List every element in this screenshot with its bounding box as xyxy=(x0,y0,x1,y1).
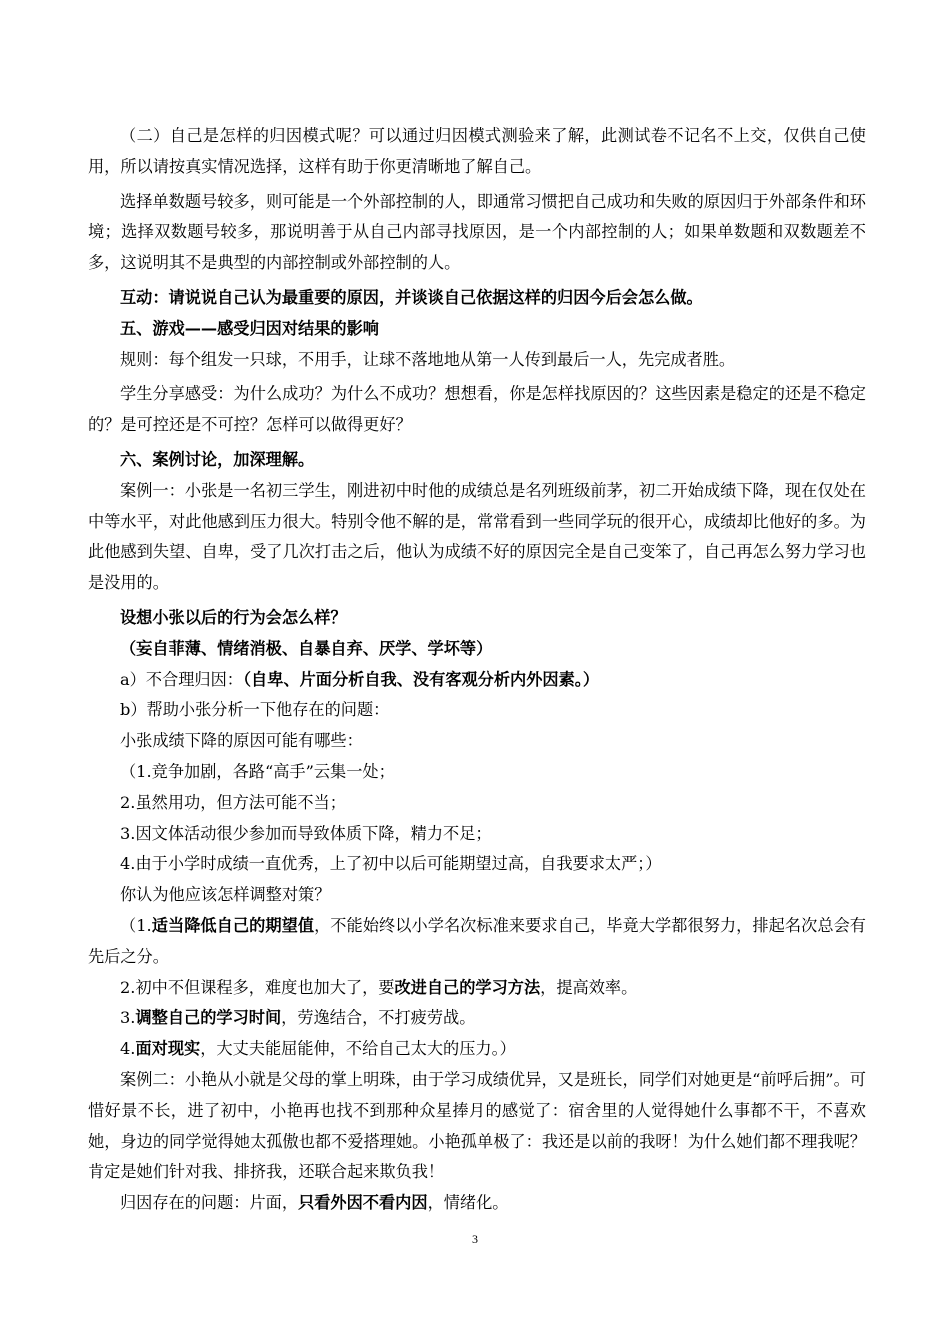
strategy-1-key: 适当降低自己的期望值 xyxy=(151,915,315,935)
paragraph-sharing: 学生分享感受：为什么成功？为什么不成功？想想看，你是怎样找原因的？这些因素是稳定的还是不稳定的？是可控还是不可控？怎样可以做得更好？ xyxy=(88,384,866,435)
strategy-2-rest: ，提高效率。 xyxy=(540,977,638,997)
question-reasons: 小张成绩下降的原因可能有哪些： xyxy=(120,731,363,751)
paragraph-interaction: 互动：请说说自己认为最重要的原因，并谈谈自己依据这样的归因今后会怎么做。 xyxy=(120,287,703,307)
strategy-3-rest: ，劳逸结合，不打疲劳战。 xyxy=(281,1008,476,1028)
strategy-2-key: 改进自己的学习方法 xyxy=(394,977,541,997)
reason-3: 3.因文体活动很少参加而导致体质下降，精力不足； xyxy=(120,823,492,843)
strategy-4-key: 面对现实 xyxy=(135,1039,201,1059)
reason-4: 4.由于小学时成绩一直优秀，上了初中以后可能期望过高，自我要求太严；） xyxy=(120,854,662,874)
strategy-2-prefix: 2.初中不但课程多，难度也加大了，要 xyxy=(120,977,395,997)
question-strategy: 你认为他应该怎样调整对策？ xyxy=(120,885,331,905)
item-b-analysis: b）帮助小张分析一下他存在的问题： xyxy=(120,700,390,720)
problem-rest: ，情绪化。 xyxy=(427,1193,509,1213)
strategy-4-prefix: 4. xyxy=(120,1039,136,1059)
strategy-1-rest: ，不能始终以小学名次标准来要求自己，毕竟大学都很努力，排起名次总会有先后之分。 xyxy=(88,915,866,966)
strategy-1-prefix: （1. xyxy=(120,915,152,935)
reason-2: 2.虽然用功，但方法可能不当； xyxy=(120,792,346,812)
paragraph-case-one: 案例一：小张是一名初三学生，刚进初中时他的成绩总是名列班级前茅，初二开始成绩下降，现在仅处在中等水平，对此他感到压力很大。特别令他不解的是，常常看到一些同学玩的很开心，成绩却比他好的多。为此他感到失望、自卑，受了几次打击之后，他认为成绩不好的原因完全是自己变笨了，自己再怎么努力学习也是没用的。 xyxy=(88,480,866,593)
paragraph-attribution-test: （二）自己是怎样的归因模式呢？可以通过归因模式测验来了解，此测试卷不记名不上交，仅供自己使用，所以请按真实情况选择，这样有助于你更清晰地了解自己。 xyxy=(88,126,866,176)
strategy-4-rest: ，大丈夫能屈能伸，不给自己太大的压力。） xyxy=(200,1039,516,1059)
strategy-3-prefix: 3. xyxy=(120,1008,136,1028)
page-number: 3 xyxy=(472,1232,478,1246)
paragraph-test-result: 选择单数题号较多，则可能是一个外部控制的人，即通常习惯把自己成功和失败的原因归于外部条件和环境；选择双数题号较多，那说明善于从自己内部寻找原因，是一个内部控制的人；如果单数题和双数题差不多，这说明其不是典型的内部控制或外部控制的人。 xyxy=(88,191,866,273)
problem-prefix: 归因存在的问题：片面， xyxy=(120,1193,299,1213)
paragraph-attribution-problem xyxy=(88,1188,866,1219)
section-heading-game: 五、游戏——感受归因对结果的影响 xyxy=(120,318,379,338)
problem-key: 只看外因不看内因 xyxy=(298,1193,428,1213)
strategy-1 xyxy=(88,911,866,973)
paragraph-game-rules: 规则：每个组发一只球，不用手，让球不落地地从第一人传到最后一人，先完成者胜。 xyxy=(120,349,736,369)
item-a-answer: （自卑、片面分析自我、没有客观分析内外因素。） xyxy=(242,669,600,689)
section-heading-case-discussion: 六、案例讨论，加深理解。 xyxy=(120,449,315,469)
strategy-2 xyxy=(88,973,866,1004)
reason-1: （1.竞争加剧，各路“高手”云集一处； xyxy=(120,761,395,781)
strategy-3 xyxy=(88,1003,866,1034)
item-a-unreasonable-attribution xyxy=(88,665,866,696)
question-zhang-behavior: 设想小张以后的行为会怎么样？ xyxy=(120,607,347,627)
page-body xyxy=(88,121,866,1219)
paragraph-case-two: 案例二：小艳从小就是父母的掌上明珠，由于学习成绩优异，又是班长，同学们对她更是“前呼后拥”。可惜好景不长，进了初中，小艳再也找不到那种众星捧月的感觉了：宿舍里的人觉得她什么事都不干，不喜欢她，身边的同学觉得她太孤傲也都不爱搭理她。小艳孤单极了：我还是以前的我呀！为什么她们都不理我呢？肯定是她们针对我、排挤我，还联合起来欺负我！ xyxy=(88,1069,866,1182)
answer-zhang-behavior: （妄自菲薄、情绪消极、自暴自弃、厌学、学坏等） xyxy=(120,638,493,658)
strategy-4 xyxy=(88,1034,866,1065)
item-a-label: a）不合理归因： xyxy=(120,669,243,689)
strategy-3-key: 调整自己的学习时间 xyxy=(135,1008,282,1028)
